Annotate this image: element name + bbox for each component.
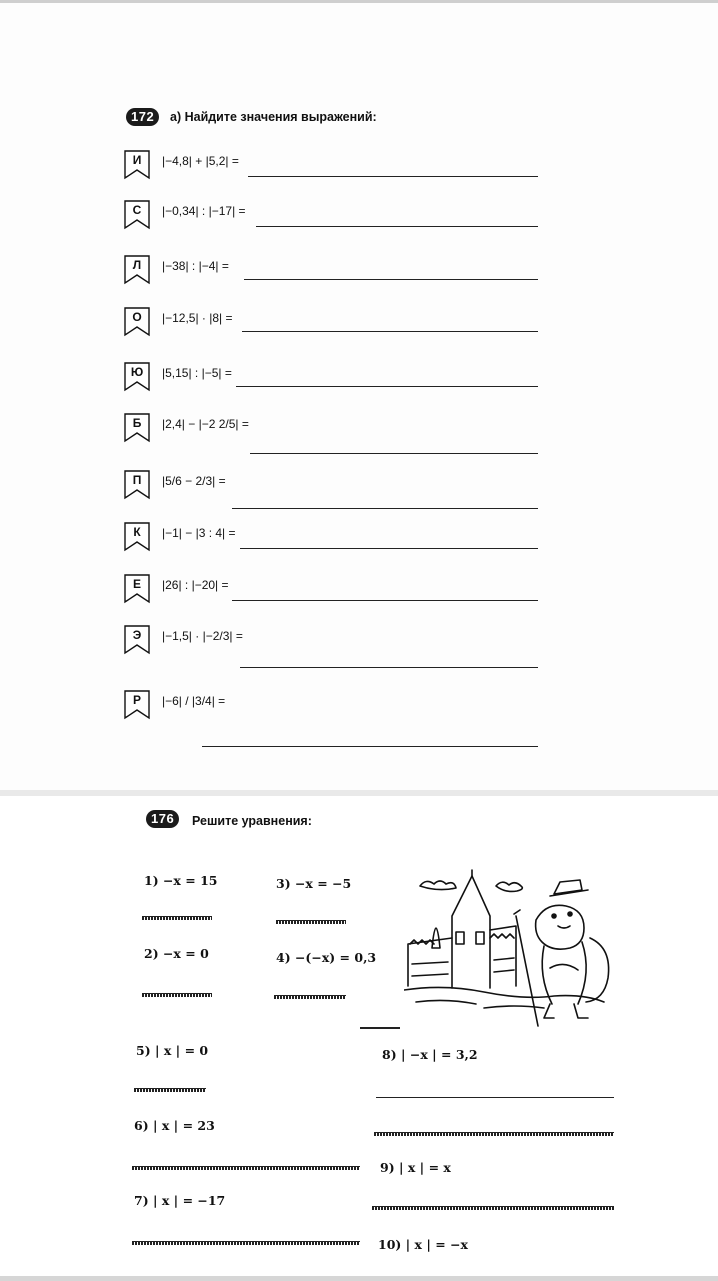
- expression-row: [124, 574, 544, 614]
- flag-letter: Л: [132, 258, 142, 272]
- equation-8: 8) | −x | = 3,2: [382, 1047, 478, 1062]
- letter-flag: [124, 413, 150, 441]
- answer-line[interactable]: [240, 667, 538, 668]
- expression-row: [124, 690, 544, 730]
- expression-text: |−6| / |3/4| =: [162, 694, 226, 708]
- expression-row: [124, 413, 544, 453]
- equation-7: 7) | x | = −17: [134, 1193, 226, 1208]
- expression-text: |−1,5| · |−2/3| =: [162, 629, 243, 643]
- expression-row: [124, 255, 544, 295]
- letter-flag: [124, 150, 150, 178]
- letter-flag: [124, 625, 150, 653]
- letter-flag: [124, 200, 150, 228]
- equation-2: 2) −x = 0: [144, 946, 209, 961]
- answer-line[interactable]: [232, 600, 538, 601]
- letter-flag: [124, 470, 150, 498]
- answer-line[interactable]: [202, 746, 538, 747]
- answer-line[interactable]: [232, 508, 538, 509]
- answer-line-6[interactable]: [132, 1166, 360, 1170]
- answer-line[interactable]: [244, 279, 538, 280]
- expression-text: |5,15| : |−5| =: [162, 366, 232, 380]
- equation-1: 1) −x = 15: [144, 873, 218, 888]
- expression-row: [124, 522, 544, 562]
- flag-letter: О: [132, 310, 142, 324]
- answer-line[interactable]: [240, 548, 538, 549]
- flag-letter: С: [132, 203, 142, 217]
- answer-line[interactable]: [242, 331, 538, 332]
- equation-10: 10) | x | = −x: [378, 1237, 469, 1252]
- answer-line-8b[interactable]: [374, 1132, 614, 1136]
- task-number-badge-176: 176: [146, 810, 179, 828]
- answer-line-7[interactable]: [132, 1241, 360, 1245]
- equation-3: 3) −x = −5: [276, 876, 352, 891]
- expression-row: [124, 362, 544, 402]
- letter-flag: [124, 255, 150, 283]
- equation-9: 9) | x | = x: [380, 1160, 451, 1175]
- expression-row: [124, 150, 544, 190]
- answer-line-2[interactable]: [142, 993, 212, 997]
- expression-text: |−38| : |−4| =: [162, 259, 229, 273]
- answer-line[interactable]: [236, 386, 538, 387]
- flag-letter: Б: [132, 416, 142, 430]
- expression-row: [124, 307, 544, 347]
- cat-illustration: [404, 868, 624, 1028]
- answer-line-1[interactable]: [142, 916, 212, 920]
- expression-text: |26| : |−20| =: [162, 578, 229, 592]
- equation-6: 6) | x | = 23: [134, 1118, 215, 1133]
- answer-line-8[interactable]: [376, 1097, 614, 1098]
- dash-mark: [360, 1027, 400, 1029]
- flag-letter: Р: [132, 693, 141, 707]
- expression-text: |2,4| − |−2 2/5| =: [162, 417, 249, 431]
- bottom-edge: [0, 1276, 718, 1281]
- expression-text: |5/6 − 2/3| =: [162, 474, 226, 488]
- letter-flag: [124, 362, 150, 390]
- letter-flag: [124, 307, 150, 335]
- expression-row: [124, 625, 544, 665]
- task-title-176: Решите уравнения:: [192, 814, 312, 828]
- task-title: а) Найдите значения выражений:: [170, 110, 377, 124]
- expression-text: |−1| − |3 : 4| =: [162, 526, 236, 540]
- letter-flag: [124, 522, 150, 550]
- letter-flag: [124, 574, 150, 602]
- flag-letter: Е: [132, 577, 141, 591]
- answer-line-5[interactable]: [134, 1088, 206, 1092]
- flag-letter: Э: [132, 628, 142, 642]
- answer-line-9[interactable]: [372, 1206, 614, 1210]
- flag-letter: П: [132, 473, 142, 487]
- flag-letter: К: [133, 525, 141, 539]
- flag-letter: И: [132, 153, 142, 167]
- answer-line-4[interactable]: [274, 995, 346, 999]
- equation-4: 4) −(−x) = 0,3: [276, 950, 377, 965]
- answer-line[interactable]: [250, 453, 538, 454]
- expression-row: [124, 200, 544, 240]
- equation-5: 5) | x | = 0: [136, 1043, 209, 1058]
- task-number-badge: 172: [126, 108, 159, 126]
- letter-flag: [124, 690, 150, 718]
- flag-letter: Ю: [130, 365, 144, 379]
- expression-text: |−4,8| + |5,2| =: [162, 154, 239, 168]
- answer-line[interactable]: [248, 176, 538, 177]
- expression-row: [124, 470, 544, 510]
- expression-text: |−12,5| · |8| =: [162, 311, 233, 325]
- answer-line[interactable]: [256, 226, 538, 227]
- answer-line-3[interactable]: [276, 920, 346, 924]
- expression-text: |−0,34| : |−17| =: [162, 204, 246, 218]
